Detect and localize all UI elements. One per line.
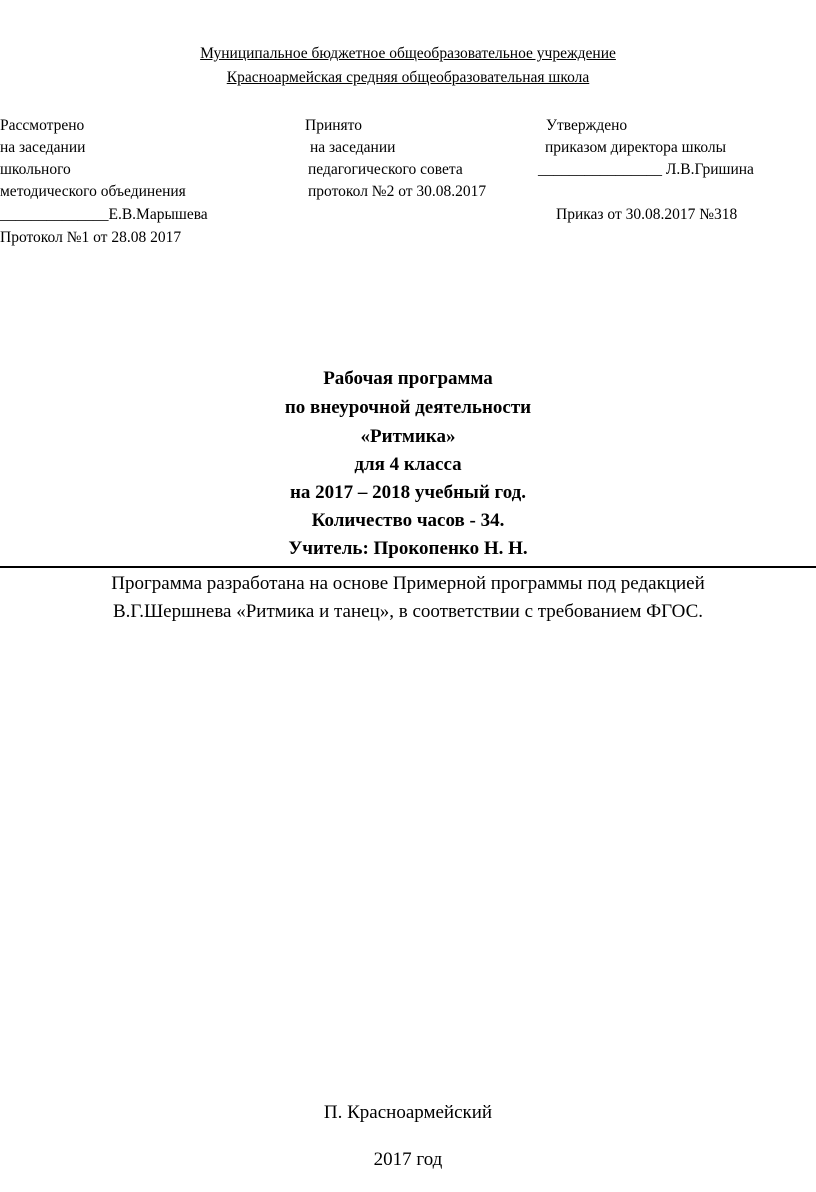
approved-line-2: приказом директора школы [545,139,727,156]
approved-line-1: Утверждено [546,117,628,134]
program-basis-line-2: В.Г.Шершнева «Ритмика и танец», в соответствии с требованием ФГОС. [112,601,703,622]
approved-signature: ________________ Л.В.Гришина [538,161,754,178]
program-basis-line-1: Программа разработана на основе Примерной программы под редакцией [111,573,705,594]
program-grade: для 4 класса [354,454,462,475]
program-subtitle: по внеурочной деятельности [284,397,532,418]
considered-signature: ______________Е.В.Марышева [0,206,208,223]
accepted-line-1: Принято [305,117,362,134]
program-course-name: «Ритмика» [360,426,456,447]
accepted-protocol: протокол №2 от 30.08.2017 [308,183,487,200]
considered-protocol: Протокол №1 от 28.08 2017 [0,229,182,246]
considered-line-2: на заседании [0,139,86,156]
school-name-heading: Красноармейская средняя общеобразовательная школа [226,69,590,86]
program-title: Рабочая программа [323,368,493,389]
footer-place: П. Красноармейский [323,1102,493,1123]
program-school-year: на 2017 – 2018 учебный год. [289,482,527,503]
considered-line-1: Рассмотрено [0,117,85,134]
program-hours: Количество часов - 34. [311,510,505,531]
accepted-line-2: на заседании [310,139,396,156]
school-type-heading: Муниципальное бюджетное общеобразовательное учреждение [200,45,616,62]
footer-year: 2017 год [373,1149,443,1170]
program-teacher: Учитель: Прокопенко Н. Н. [288,538,528,559]
horizontal-divider [0,566,816,568]
considered-line-3: школьного [0,161,71,178]
accepted-line-3: педагогического совета [308,161,463,178]
considered-line-4: методического объединения [0,183,186,200]
approved-order: Приказ от 30.08.2017 №318 [556,206,738,223]
